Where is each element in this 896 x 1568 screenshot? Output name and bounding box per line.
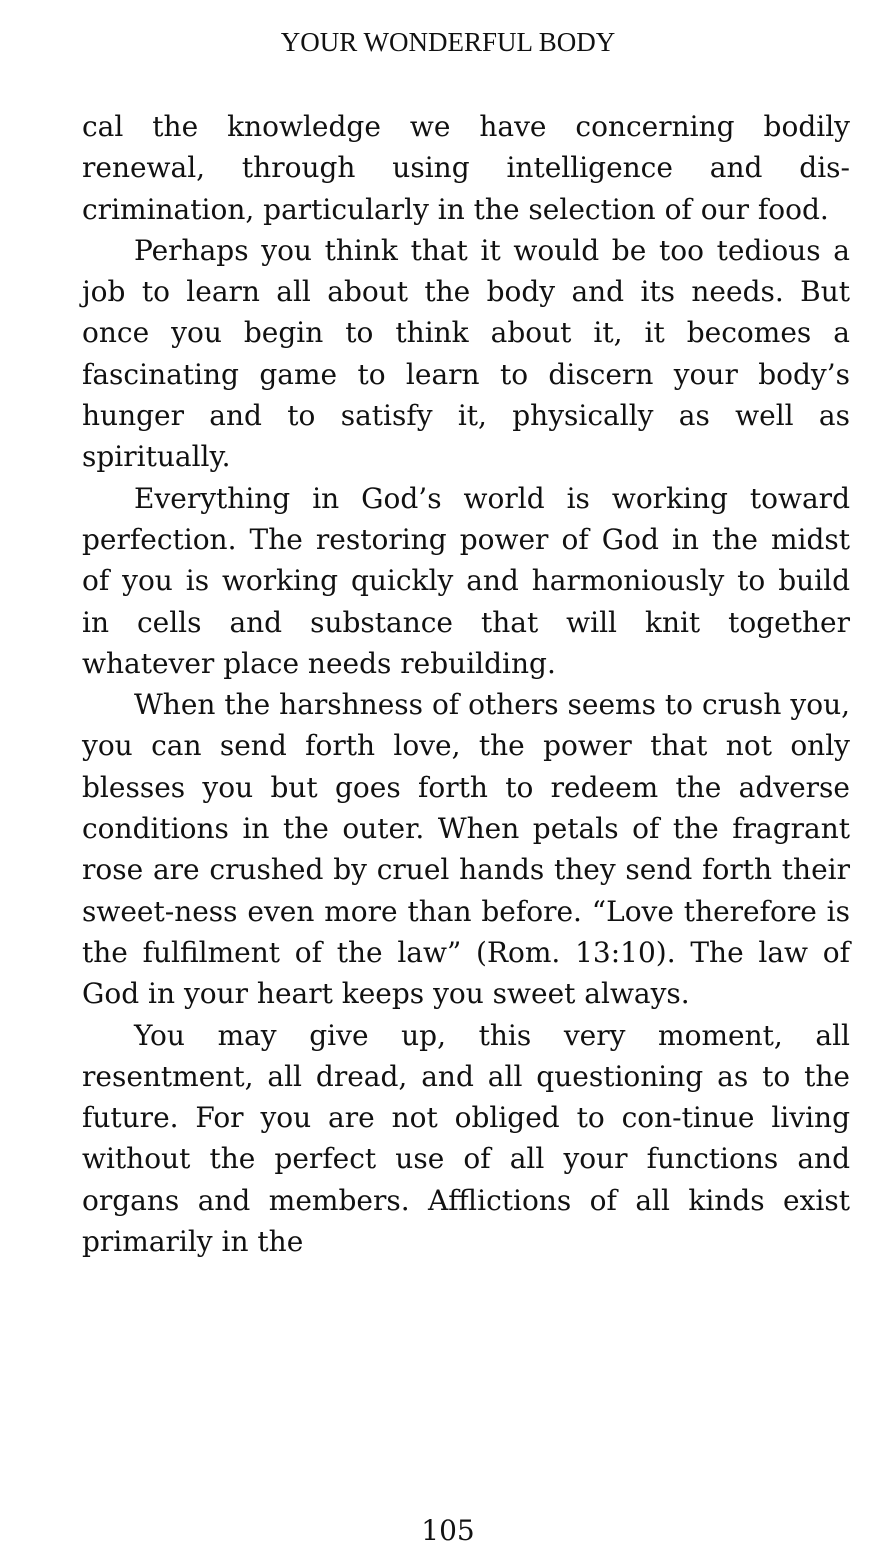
body-text [82, 106, 850, 1262]
paragraph-2: Perhaps you think that it would be too tedious a job to learn all about the body and its needs. But once you begin to think about it, it becomes a fascinating game to learn to discern your body’s hunger and to satisfy it, physically as well as spiritually. [82, 233, 850, 474]
page-number: 105 [421, 1514, 475, 1547]
paragraph-3: Everything in God’s world is working toward perfection. The restoring power of God in the midst of you is working quickly and harmoniously to build in cells and substance that will knit together whatever place needs rebuilding. [82, 481, 850, 680]
paragraph-5: You may give up, this very moment, all resentment, all dread, and all questioning as to the future. For you are not obliged to con-tinue living without the perfect use of all your functions and organs and members. Afflictions of all kinds exist primarily in the [82, 1018, 850, 1259]
paragraph-1: cal the knowledge we have concerning bodily renewal, through using intelligence and dis-crimination, particularly in the selection of our food. [82, 110, 850, 226]
running-head: YOUR WONDERFUL BODY [280, 27, 616, 57]
paragraph-4: When the harshness of others seems to crush you, you can send forth love, the power that not only blesses you but goes forth to redeem the adverse conditions in the outer. When petals of the fragrant rose are crushed by cruel hands they send forth their sweet-ness even more than before. “Love therefore is the fulfilment of the law” (Rom. 13:10). The law of God in your heart keeps you sweet always. [82, 688, 850, 1011]
